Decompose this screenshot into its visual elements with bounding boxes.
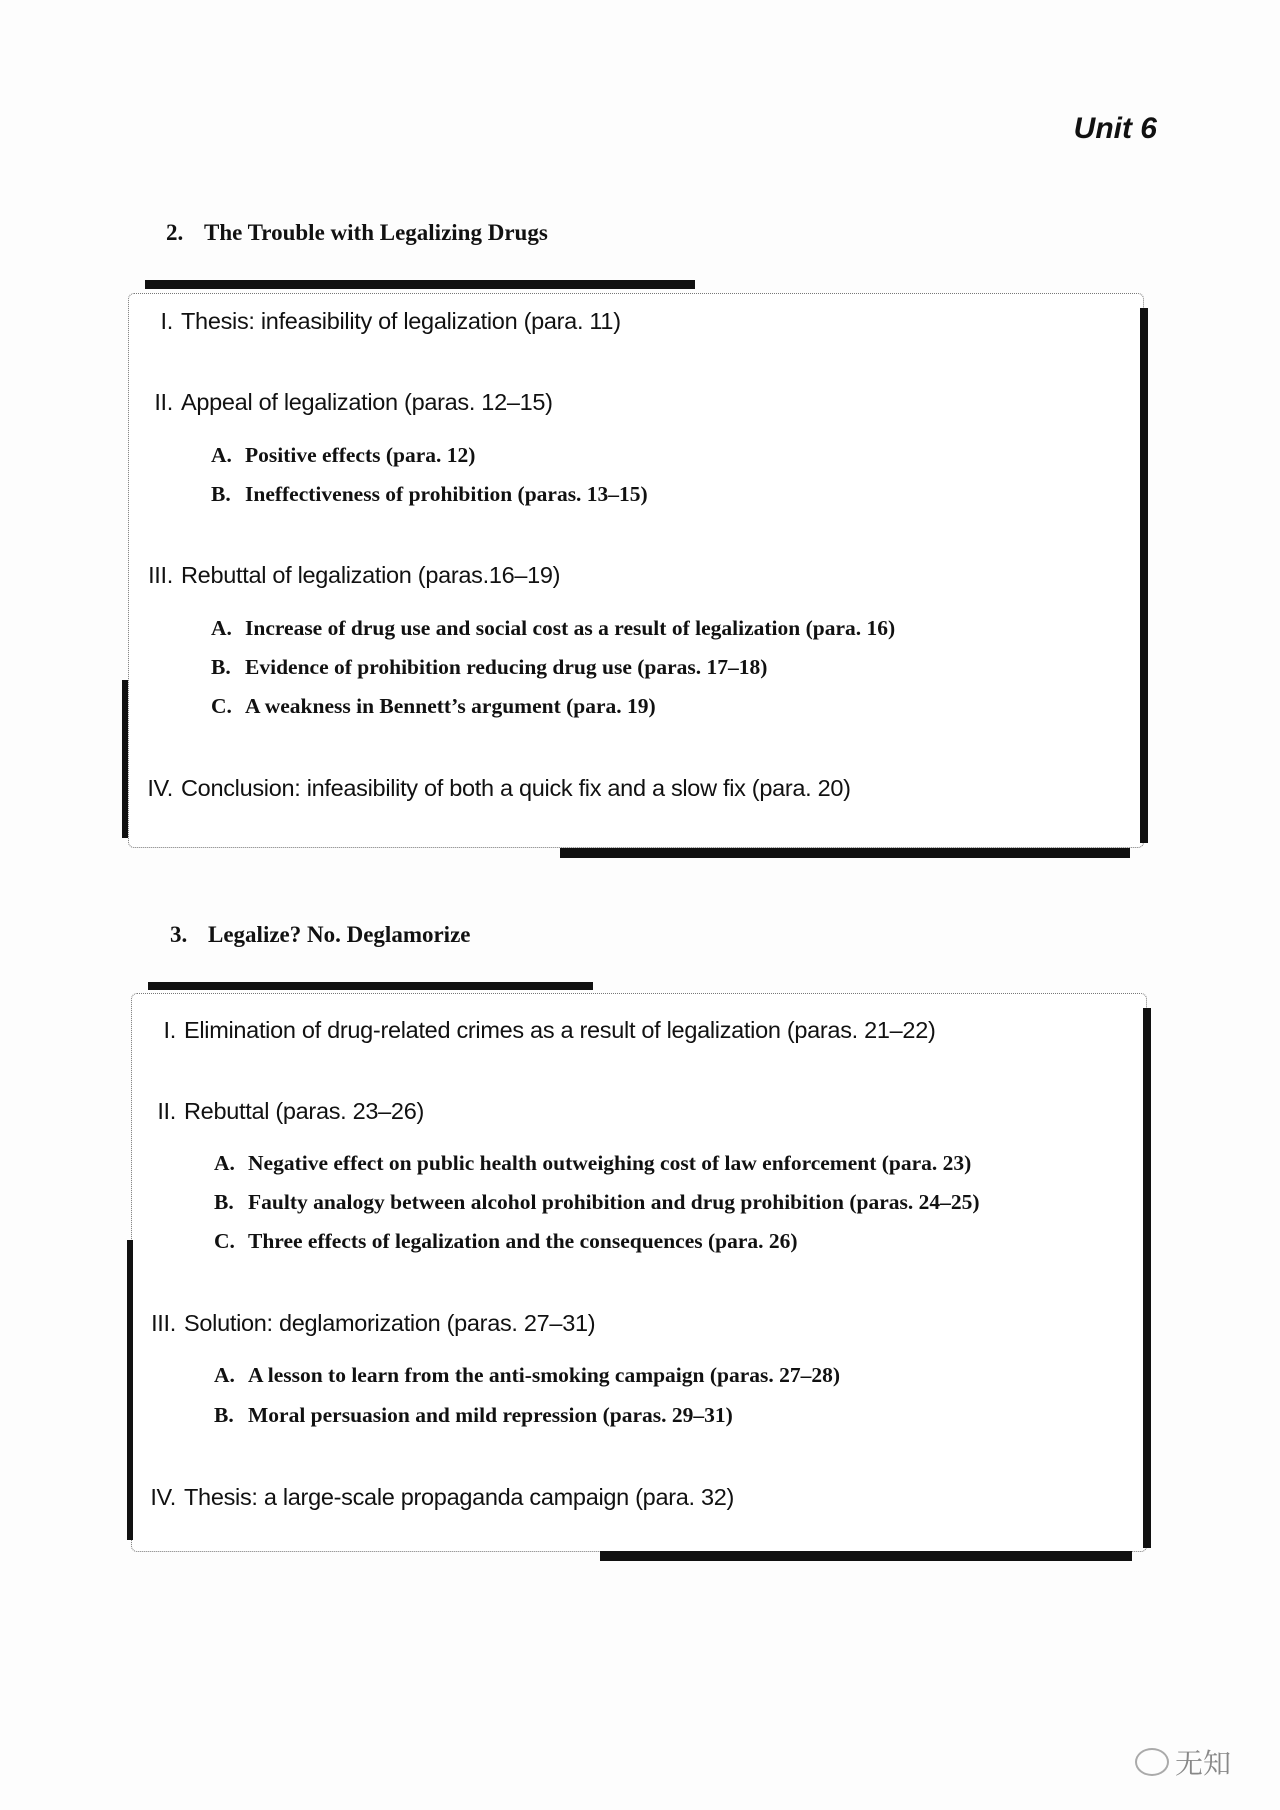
outline-number: I. xyxy=(163,1017,176,1043)
outline-subitem xyxy=(214,1363,840,1388)
outline-subitem xyxy=(211,616,895,641)
outline-number: A. xyxy=(214,1363,235,1387)
outline-text: A weakness in Bennett’s argument (para. 19) xyxy=(245,694,656,718)
watermark-text: 无知 xyxy=(1175,1747,1232,1780)
outline-item xyxy=(133,389,553,416)
outline-item xyxy=(133,308,621,335)
outline-subitem xyxy=(214,1229,798,1254)
section-number: 2. xyxy=(166,220,184,245)
outline-text: Faulty analogy between alcohol prohibition and drug prohibition (paras. 24–25) xyxy=(248,1190,980,1214)
outline-number: A. xyxy=(211,616,232,640)
outline-item xyxy=(133,562,560,589)
outline-number: B. xyxy=(214,1403,234,1427)
outline-number: B. xyxy=(214,1190,234,1214)
outline-number: IV. xyxy=(147,775,173,801)
outline-subitem xyxy=(211,694,656,719)
outline-number: III. xyxy=(148,562,173,588)
outline-text: Appeal of legalization (paras. 12–15) xyxy=(181,389,553,415)
box-shadow-right xyxy=(1140,308,1148,843)
unit-label: Unit 6 xyxy=(1073,112,1157,145)
outline-text: Conclusion: infeasibility of both a quick fix and a slow fix (para. 20) xyxy=(181,775,851,801)
outline-item xyxy=(136,1017,935,1044)
section-heading xyxy=(170,922,471,948)
section-number: 3. xyxy=(170,922,188,947)
outline-text: Elimination of drug-related crimes as a result of legalization (paras. 21–22) xyxy=(184,1017,936,1043)
outline-text: Positive effects (para. 12) xyxy=(245,443,476,467)
outline-text: Thesis: infeasibility of legalization (para. 11) xyxy=(181,308,621,334)
outline-text: Rebuttal of legalization (paras.16–19) xyxy=(181,562,561,588)
wechat-icon xyxy=(1135,1748,1169,1776)
outline-text: Rebuttal (paras. 23–26) xyxy=(184,1098,424,1124)
outline-box xyxy=(131,993,1147,1552)
outline-number: A. xyxy=(211,443,232,467)
outline-item xyxy=(133,775,851,802)
outline-number: A. xyxy=(214,1151,235,1175)
box-shadow-left xyxy=(122,680,128,838)
outline-subitem xyxy=(214,1190,980,1215)
outline-item xyxy=(136,1098,424,1125)
section-heading xyxy=(166,220,548,246)
outline-number: IV. xyxy=(150,1484,176,1510)
outline-item xyxy=(136,1484,734,1511)
outline-number: III. xyxy=(151,1310,176,1336)
box-shadow-bottom xyxy=(600,1551,1132,1561)
outline-text: Moral persuasion and mild repression (paras. 29–31) xyxy=(248,1403,733,1427)
section-title: The Trouble with Legalizing Drugs xyxy=(204,220,548,245)
outline-text: Negative effect on public health outweighing cost of law enforcement (para. 23) xyxy=(248,1151,972,1175)
outline-number: II. xyxy=(157,1098,176,1124)
watermark xyxy=(1135,1742,1231,1782)
outline-subitem xyxy=(211,482,648,507)
outline-text: Evidence of prohibition reducing drug use (paras. 17–18) xyxy=(245,655,768,679)
outline-text: Ineffectiveness of prohibition (paras. 13–15) xyxy=(245,482,648,506)
outline-text: Solution: deglamorization (paras. 27–31) xyxy=(184,1310,596,1336)
section-title: Legalize? No. Deglamorize xyxy=(208,922,471,947)
outline-number: B. xyxy=(211,482,231,506)
outline-subitem xyxy=(214,1403,733,1428)
outline-item xyxy=(136,1310,595,1337)
box-shadow-top xyxy=(145,280,695,289)
outline-number: C. xyxy=(214,1229,235,1253)
outline-text: Thesis: a large-scale propaganda campaign (para. 32) xyxy=(184,1484,735,1510)
outline-number: II. xyxy=(154,389,173,415)
outline-subitem xyxy=(211,655,767,680)
outline-text: Three effects of legalization and the consequences (para. 26) xyxy=(248,1229,798,1253)
box-shadow-bottom xyxy=(560,848,1130,858)
outline-number: C. xyxy=(211,694,232,718)
box-shadow-top xyxy=(148,982,593,990)
outline-subitem xyxy=(211,443,475,468)
outline-text: Increase of drug use and social cost as a result of legalization (para. 16) xyxy=(245,616,896,640)
box-shadow-right xyxy=(1143,1008,1151,1548)
outline-text: A lesson to learn from the anti-smoking campaign (paras. 27–28) xyxy=(248,1363,841,1387)
outline-number: I. xyxy=(160,308,173,334)
outline-subitem xyxy=(214,1151,971,1176)
outline-number: B. xyxy=(211,655,231,679)
box-shadow-left xyxy=(127,1240,133,1540)
